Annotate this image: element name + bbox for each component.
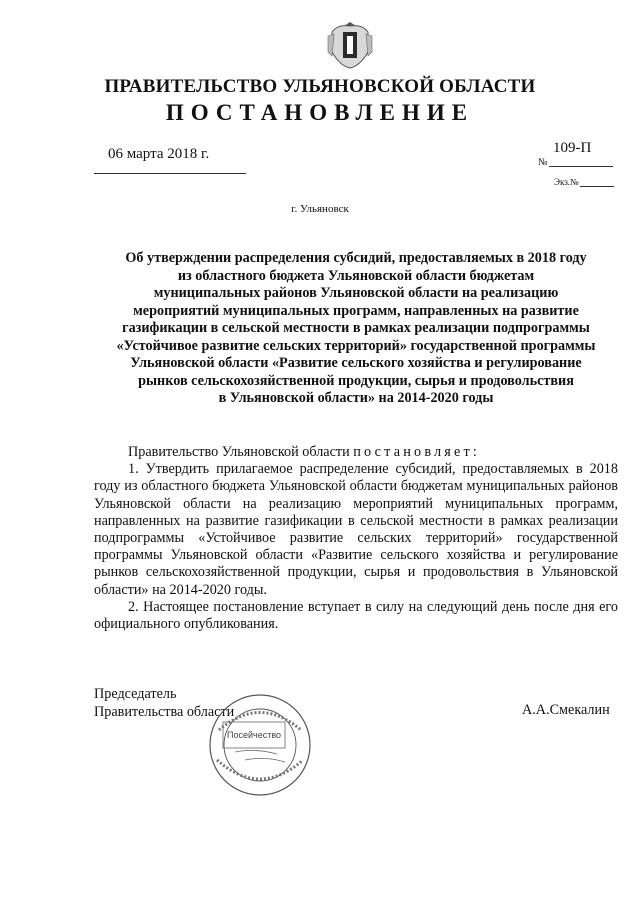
copy-number-underline <box>580 186 614 187</box>
item-1-paragraph: 1. Утвердить прилагаемое распределение субсидий, предоставляемых в 2018 году из областного бюджета Ульяновской области бюджетам муниципальных районов Ульяновской области на реализацию мероприятий муниципальных программ, направленных на развитие газификации в сельской местности в рамках реализации подпрограммы «Устойчивое развитие сельских территорий» государственной программы Ульяновской области «Развитие сельского хозяйства и регулирование рынков сельскохозяйственной продукции, сырья и продовольствия в Ульяновской области» на 2014-2020 годы. <box>94 461 618 598</box>
heading-line: муниципальных районов Ульяновской области на реализацию <box>153 285 559 301</box>
document-date: 06 марта 2018 г. <box>108 146 210 162</box>
document-body <box>94 444 618 633</box>
number-sign: № <box>538 157 548 168</box>
heading-line: «Устойчивое развитие сельских территорий» государственной программы <box>116 337 596 354</box>
official-seal-stamp <box>205 690 315 800</box>
intro-paragraph <box>94 444 618 461</box>
heading-line: газификации в сельской местности в рамках реализации подпрограммы <box>122 320 590 336</box>
intro-verb: постановляет: <box>353 444 481 460</box>
item-2-paragraph: 2. Настоящее постановление вступает в силу на следующий день после дня его официального опубликования. <box>94 598 618 633</box>
number-underline <box>549 166 613 167</box>
position-line: Правительства области <box>94 704 235 720</box>
document-number: 109-П <box>553 140 592 156</box>
heading-line: Ульяновской области «Развитие сельского хозяйства и регулирование <box>130 355 582 371</box>
heading-line: в Ульяновской области» на 2014-2020 годы <box>218 390 494 406</box>
heading-line: мероприятий муниципальных программ, направленных на развитие <box>133 302 579 319</box>
heading-line: рынков сельскохозяйственной продукции, сырья и продовольствия <box>138 372 574 389</box>
intro-subject: Правительство Ульяновской области <box>128 444 350 460</box>
heading-line: Об утверждении распределения субсидий, предоставляемых в 2018 году <box>125 250 587 266</box>
government-title: ПРАВИТЕЛЬСТВО УЛЬЯНОВСКОЙ ОБЛАСТИ <box>104 76 536 97</box>
position-line: Председатель <box>94 686 177 702</box>
document-heading <box>100 250 612 408</box>
document-type: ПОСТАНОВЛЕНИЕ <box>165 100 475 125</box>
seal-text: Посейчество <box>227 730 282 740</box>
city: г. Ульяновск <box>291 203 349 215</box>
heading-line: из областного бюджета Ульяновской области бюджетам <box>177 267 535 284</box>
signatory-name: А.А.Смекалин <box>522 702 610 718</box>
coat-of-arms-emblem <box>324 22 376 70</box>
copy-number-label: Экз.№ <box>554 177 579 187</box>
date-underline <box>94 173 246 174</box>
